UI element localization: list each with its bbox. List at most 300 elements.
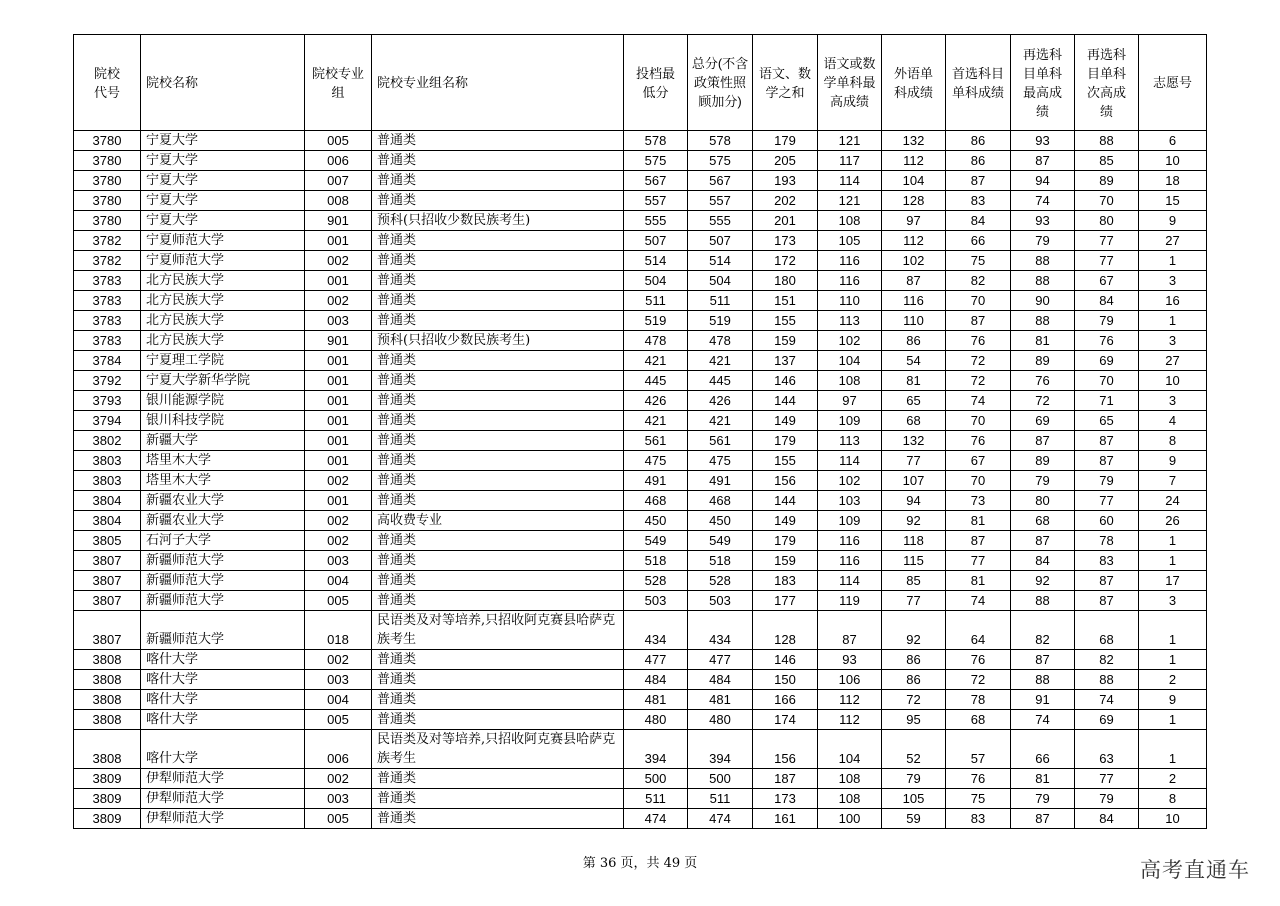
- cell-elective-second: 84: [1075, 809, 1139, 829]
- cell-total-score: 426: [688, 391, 753, 411]
- cell-school-name: 北方民族大学: [141, 291, 305, 311]
- cell-elective-max: 87: [1011, 650, 1075, 670]
- cell-foreign-language: 86: [882, 670, 946, 690]
- cell-chinese-math-max: 110: [818, 291, 882, 311]
- cell-school-name: 塔里木大学: [141, 471, 305, 491]
- table-row: [74, 291, 1207, 311]
- cell-elective-max: 87: [1011, 531, 1075, 551]
- cell-chinese-math-sum: 161: [753, 809, 818, 829]
- cell-min-score: 450: [624, 511, 688, 531]
- cell-preference-no: 1: [1139, 730, 1207, 769]
- cell-school-name: 新疆师范大学: [141, 591, 305, 611]
- cell-min-score: 519: [624, 311, 688, 331]
- cell-elective-max: 68: [1011, 511, 1075, 531]
- cell-group-code: 001: [305, 231, 372, 251]
- cell-elective-max: 89: [1011, 451, 1075, 471]
- cell-elective-max: 88: [1011, 591, 1075, 611]
- cell-school-name: 伊犁师范大学: [141, 789, 305, 809]
- cell-school-name: 塔里木大学: [141, 451, 305, 471]
- cell-total-score: 450: [688, 511, 753, 531]
- table-row: [74, 411, 1207, 431]
- cell-total-score: 503: [688, 591, 753, 611]
- cell-min-score: 557: [624, 191, 688, 211]
- cell-school-code: 3808: [74, 650, 141, 670]
- cell-group-code: 901: [305, 331, 372, 351]
- cell-chinese-math-max: 116: [818, 531, 882, 551]
- table-row: [74, 191, 1207, 211]
- cell-total-score: 477: [688, 650, 753, 670]
- cell-group-name: 普通类: [372, 471, 624, 491]
- cell-elective-max: 81: [1011, 331, 1075, 351]
- cell-min-score: 578: [624, 131, 688, 151]
- cell-total-score: 434: [688, 611, 753, 650]
- cell-preference-no: 27: [1139, 351, 1207, 371]
- table-row: [74, 131, 1207, 151]
- cell-group-code: 001: [305, 491, 372, 511]
- cell-preference-no: 3: [1139, 271, 1207, 291]
- cell-elective-max: 81: [1011, 769, 1075, 789]
- table-row: [74, 730, 1207, 769]
- cell-foreign-language: 52: [882, 730, 946, 769]
- cell-group-name: 预科(只招收少数民族考生): [372, 331, 624, 351]
- table-row: [74, 769, 1207, 789]
- cell-chinese-math-max: 114: [818, 451, 882, 471]
- cell-school-name: 新疆农业大学: [141, 511, 305, 531]
- cell-foreign-language: 92: [882, 511, 946, 531]
- cell-group-code: 003: [305, 789, 372, 809]
- cell-chinese-math-sum: 146: [753, 371, 818, 391]
- cell-chinese-math-sum: 173: [753, 231, 818, 251]
- header-preference-no: 志愿号: [1139, 35, 1207, 131]
- cell-first-subject: 66: [946, 231, 1011, 251]
- header-elective-second: 再选科目单科次高成绩: [1075, 35, 1139, 131]
- cell-elective-max: 76: [1011, 371, 1075, 391]
- cell-min-score: 426: [624, 391, 688, 411]
- cell-school-code: 3782: [74, 251, 141, 271]
- cell-min-score: 474: [624, 809, 688, 829]
- cell-elective-second: 80: [1075, 211, 1139, 231]
- cell-chinese-math-sum: 179: [753, 431, 818, 451]
- cell-total-score: 528: [688, 571, 753, 591]
- cell-min-score: 518: [624, 551, 688, 571]
- table-row: [74, 391, 1207, 411]
- cell-total-score: 480: [688, 710, 753, 730]
- cell-group-name: 普通类: [372, 809, 624, 829]
- cell-total-score: 507: [688, 231, 753, 251]
- cell-school-name: 新疆师范大学: [141, 551, 305, 571]
- cell-group-name: 普通类: [372, 531, 624, 551]
- cell-elective-max: 90: [1011, 291, 1075, 311]
- cell-preference-no: 15: [1139, 191, 1207, 211]
- cell-school-code: 3804: [74, 511, 141, 531]
- cell-elective-max: 87: [1011, 809, 1075, 829]
- cell-school-name: 北方民族大学: [141, 311, 305, 331]
- cell-chinese-math-max: 108: [818, 371, 882, 391]
- cell-first-subject: 76: [946, 331, 1011, 351]
- cell-foreign-language: 97: [882, 211, 946, 231]
- cell-foreign-language: 118: [882, 531, 946, 551]
- cell-elective-second: 63: [1075, 730, 1139, 769]
- cell-group-code: 018: [305, 611, 372, 650]
- cell-group-code: 007: [305, 171, 372, 191]
- cell-elective-max: 72: [1011, 391, 1075, 411]
- cell-min-score: 528: [624, 571, 688, 591]
- cell-first-subject: 70: [946, 471, 1011, 491]
- cell-elective-second: 76: [1075, 331, 1139, 351]
- cell-chinese-math-sum: 137: [753, 351, 818, 371]
- cell-group-name: 普通类: [372, 411, 624, 431]
- table-row: [74, 611, 1207, 650]
- cell-min-score: 503: [624, 591, 688, 611]
- cell-school-code: 3784: [74, 351, 141, 371]
- cell-chinese-math-max: 102: [818, 471, 882, 491]
- cell-school-name: 银川能源学院: [141, 391, 305, 411]
- cell-foreign-language: 104: [882, 171, 946, 191]
- cell-preference-no: 1: [1139, 611, 1207, 650]
- cell-first-subject: 81: [946, 571, 1011, 591]
- cell-elective-second: 67: [1075, 271, 1139, 291]
- header-total-score: 总分(不含政策性照顾加分): [688, 35, 753, 131]
- cell-foreign-language: 86: [882, 331, 946, 351]
- cell-total-score: 511: [688, 291, 753, 311]
- cell-chinese-math-max: 116: [818, 551, 882, 571]
- cell-min-score: 491: [624, 471, 688, 491]
- cell-chinese-math-sum: 144: [753, 491, 818, 511]
- cell-preference-no: 8: [1139, 789, 1207, 809]
- cell-school-code: 3780: [74, 211, 141, 231]
- cell-preference-no: 9: [1139, 690, 1207, 710]
- cell-school-code: 3783: [74, 311, 141, 331]
- cell-group-code: 005: [305, 710, 372, 730]
- cell-group-code: 002: [305, 769, 372, 789]
- cell-school-code: 3803: [74, 471, 141, 491]
- cell-elective-second: 65: [1075, 411, 1139, 431]
- cell-elective-max: 66: [1011, 730, 1075, 769]
- cell-chinese-math-sum: 151: [753, 291, 818, 311]
- cell-school-code: 3780: [74, 171, 141, 191]
- cell-elective-max: 69: [1011, 411, 1075, 431]
- cell-total-score: 519: [688, 311, 753, 331]
- cell-min-score: 421: [624, 411, 688, 431]
- watermark-text: 高考直通车: [1140, 858, 1250, 882]
- cell-min-score: 504: [624, 271, 688, 291]
- cell-min-score: 475: [624, 451, 688, 471]
- cell-school-name: 新疆农业大学: [141, 491, 305, 511]
- cell-total-score: 500: [688, 769, 753, 789]
- cell-total-score: 555: [688, 211, 753, 231]
- cell-elective-max: 88: [1011, 271, 1075, 291]
- cell-elective-second: 70: [1075, 371, 1139, 391]
- header-min-score: 投档最低分: [624, 35, 688, 131]
- cell-elective-max: 82: [1011, 611, 1075, 650]
- cell-foreign-language: 116: [882, 291, 946, 311]
- cell-chinese-math-sum: 149: [753, 411, 818, 431]
- cell-preference-no: 3: [1139, 391, 1207, 411]
- cell-elective-second: 71: [1075, 391, 1139, 411]
- cell-group-name: 普通类: [372, 271, 624, 291]
- cell-elective-second: 87: [1075, 571, 1139, 591]
- cell-group-name: 普通类: [372, 551, 624, 571]
- cell-school-code: 3807: [74, 551, 141, 571]
- cell-foreign-language: 65: [882, 391, 946, 411]
- table-row: [74, 571, 1207, 591]
- cell-min-score: 421: [624, 351, 688, 371]
- table-row: [74, 809, 1207, 829]
- cell-preference-no: 16: [1139, 291, 1207, 311]
- cell-chinese-math-sum: 156: [753, 730, 818, 769]
- cell-total-score: 504: [688, 271, 753, 291]
- cell-school-name: 新疆大学: [141, 431, 305, 451]
- cell-elective-max: 92: [1011, 571, 1075, 591]
- table-row: [74, 311, 1207, 331]
- cell-foreign-language: 95: [882, 710, 946, 730]
- cell-chinese-math-sum: 193: [753, 171, 818, 191]
- cell-chinese-math-sum: 205: [753, 151, 818, 171]
- cell-school-code: 3793: [74, 391, 141, 411]
- cell-total-score: 481: [688, 690, 753, 710]
- cell-foreign-language: 132: [882, 131, 946, 151]
- cell-school-name: 银川科技学院: [141, 411, 305, 431]
- cell-total-score: 549: [688, 531, 753, 551]
- cell-foreign-language: 128: [882, 191, 946, 211]
- cell-total-score: 468: [688, 491, 753, 511]
- cell-elective-max: 94: [1011, 171, 1075, 191]
- cell-chinese-math-sum: 177: [753, 591, 818, 611]
- cell-chinese-math-max: 93: [818, 650, 882, 670]
- cell-elective-second: 77: [1075, 251, 1139, 271]
- cell-first-subject: 72: [946, 670, 1011, 690]
- cell-group-name: 普通类: [372, 351, 624, 371]
- cell-chinese-math-sum: 187: [753, 769, 818, 789]
- cell-group-name: 预科(只招收少数民族考生): [372, 211, 624, 231]
- cell-elective-max: 74: [1011, 710, 1075, 730]
- cell-preference-no: 26: [1139, 511, 1207, 531]
- cell-min-score: 394: [624, 730, 688, 769]
- cell-school-name: 北方民族大学: [141, 271, 305, 291]
- cell-first-subject: 84: [946, 211, 1011, 231]
- cell-school-code: 3808: [74, 670, 141, 690]
- cell-group-name: 普通类: [372, 291, 624, 311]
- cell-elective-max: 87: [1011, 431, 1075, 451]
- cell-chinese-math-sum: 201: [753, 211, 818, 231]
- cell-school-name: 宁夏大学: [141, 151, 305, 171]
- cell-group-name: 普通类: [372, 371, 624, 391]
- cell-elective-second: 70: [1075, 191, 1139, 211]
- cell-chinese-math-max: 103: [818, 491, 882, 511]
- cell-group-code: 001: [305, 391, 372, 411]
- cell-chinese-math-max: 87: [818, 611, 882, 650]
- cell-school-code: 3809: [74, 809, 141, 829]
- cell-chinese-math-max: 112: [818, 690, 882, 710]
- cell-school-name: 宁夏大学: [141, 191, 305, 211]
- header-elective-max: 再选科目单科最高成绩: [1011, 35, 1075, 131]
- cell-group-code: 002: [305, 471, 372, 491]
- cell-preference-no: 7: [1139, 471, 1207, 491]
- cell-foreign-language: 77: [882, 591, 946, 611]
- cell-group-code: 901: [305, 211, 372, 231]
- cell-school-name: 宁夏大学: [141, 171, 305, 191]
- cell-elective-second: 84: [1075, 291, 1139, 311]
- cell-first-subject: 87: [946, 531, 1011, 551]
- cell-preference-no: 9: [1139, 451, 1207, 471]
- cell-min-score: 478: [624, 331, 688, 351]
- cell-elective-max: 79: [1011, 789, 1075, 809]
- cell-chinese-math-max: 104: [818, 351, 882, 371]
- cell-chinese-math-max: 119: [818, 591, 882, 611]
- cell-chinese-math-sum: 149: [753, 511, 818, 531]
- cell-chinese-math-sum: 166: [753, 690, 818, 710]
- cell-chinese-math-max: 113: [818, 431, 882, 451]
- cell-min-score: 445: [624, 371, 688, 391]
- table-row: [74, 670, 1207, 690]
- cell-first-subject: 83: [946, 191, 1011, 211]
- header-group-name: 院校专业组名称: [372, 35, 624, 131]
- cell-first-subject: 67: [946, 451, 1011, 471]
- table-row: [74, 351, 1207, 371]
- cell-chinese-math-max: 102: [818, 331, 882, 351]
- cell-total-score: 491: [688, 471, 753, 491]
- cell-foreign-language: 79: [882, 769, 946, 789]
- cell-elective-max: 88: [1011, 251, 1075, 271]
- cell-preference-no: 3: [1139, 591, 1207, 611]
- cell-chinese-math-max: 108: [818, 769, 882, 789]
- cell-chinese-math-sum: 150: [753, 670, 818, 690]
- cell-min-score: 480: [624, 710, 688, 730]
- cell-elective-second: 79: [1075, 471, 1139, 491]
- cell-min-score: 477: [624, 650, 688, 670]
- cell-school-code: 3803: [74, 451, 141, 471]
- cell-school-code: 3809: [74, 769, 141, 789]
- cell-school-code: 3783: [74, 271, 141, 291]
- cell-first-subject: 86: [946, 151, 1011, 171]
- cell-group-name: 普通类: [372, 431, 624, 451]
- cell-min-score: 549: [624, 531, 688, 551]
- cell-chinese-math-sum: 146: [753, 650, 818, 670]
- cell-first-subject: 74: [946, 391, 1011, 411]
- cell-first-subject: 74: [946, 591, 1011, 611]
- cell-total-score: 557: [688, 191, 753, 211]
- cell-total-score: 421: [688, 351, 753, 371]
- cell-chinese-math-max: 121: [818, 191, 882, 211]
- cell-group-name: 普通类: [372, 311, 624, 331]
- cell-preference-no: 1: [1139, 311, 1207, 331]
- cell-group-code: 002: [305, 291, 372, 311]
- cell-chinese-math-sum: 159: [753, 551, 818, 571]
- cell-group-name: 普通类: [372, 231, 624, 251]
- cell-school-code: 3807: [74, 571, 141, 591]
- table-row: [74, 231, 1207, 251]
- cell-group-code: 003: [305, 670, 372, 690]
- cell-first-subject: 75: [946, 251, 1011, 271]
- cell-group-name: 普通类: [372, 451, 624, 471]
- cell-chinese-math-sum: 172: [753, 251, 818, 271]
- cell-elective-max: 74: [1011, 191, 1075, 211]
- cell-school-code: 3804: [74, 491, 141, 511]
- cell-preference-no: 6: [1139, 131, 1207, 151]
- cell-chinese-math-sum: 179: [753, 531, 818, 551]
- header-chinese-math-max: 语文或数学单科最高成绩: [818, 35, 882, 131]
- table-row: [74, 151, 1207, 171]
- cell-foreign-language: 59: [882, 809, 946, 829]
- admission-score-table: [73, 34, 1207, 829]
- cell-elective-second: 60: [1075, 511, 1139, 531]
- cell-foreign-language: 77: [882, 451, 946, 471]
- cell-group-name: 普通类: [372, 171, 624, 191]
- cell-elective-max: 93: [1011, 131, 1075, 151]
- cell-preference-no: 27: [1139, 231, 1207, 251]
- cell-first-subject: 82: [946, 271, 1011, 291]
- cell-first-subject: 87: [946, 311, 1011, 331]
- cell-total-score: 518: [688, 551, 753, 571]
- cell-school-name: 喀什大学: [141, 710, 305, 730]
- cell-school-name: 新疆师范大学: [141, 571, 305, 591]
- header-group: 院校专业组: [305, 35, 372, 131]
- cell-chinese-math-sum: 155: [753, 451, 818, 471]
- cell-group-code: 001: [305, 451, 372, 471]
- cell-school-code: 3808: [74, 690, 141, 710]
- cell-elective-second: 89: [1075, 171, 1139, 191]
- cell-school-name: 伊犁师范大学: [141, 809, 305, 829]
- cell-school-code: 3807: [74, 611, 141, 650]
- table-body: [74, 131, 1207, 829]
- cell-foreign-language: 105: [882, 789, 946, 809]
- cell-elective-max: 93: [1011, 211, 1075, 231]
- cell-chinese-math-sum: 155: [753, 311, 818, 331]
- cell-group-code: 004: [305, 571, 372, 591]
- cell-elective-second: 79: [1075, 311, 1139, 331]
- cell-elective-second: 83: [1075, 551, 1139, 571]
- cell-group-code: 008: [305, 191, 372, 211]
- cell-school-code: 3783: [74, 291, 141, 311]
- cell-first-subject: 75: [946, 789, 1011, 809]
- cell-chinese-math-max: 113: [818, 311, 882, 331]
- cell-school-name: 喀什大学: [141, 730, 305, 769]
- table-row: [74, 551, 1207, 571]
- cell-preference-no: 3: [1139, 331, 1207, 351]
- cell-min-score: 481: [624, 690, 688, 710]
- cell-chinese-math-sum: 128: [753, 611, 818, 650]
- cell-first-subject: 77: [946, 551, 1011, 571]
- cell-group-code: 003: [305, 551, 372, 571]
- cell-school-code: 3780: [74, 151, 141, 171]
- cell-preference-no: 10: [1139, 151, 1207, 171]
- cell-total-score: 575: [688, 151, 753, 171]
- cell-chinese-math-sum: 180: [753, 271, 818, 291]
- cell-total-score: 394: [688, 730, 753, 769]
- cell-foreign-language: 86: [882, 650, 946, 670]
- header-code: 院校代号: [74, 35, 141, 131]
- cell-group-name: 普通类: [372, 251, 624, 271]
- table-row: [74, 591, 1207, 611]
- cell-chinese-math-sum: 144: [753, 391, 818, 411]
- cell-chinese-math-sum: 183: [753, 571, 818, 591]
- cell-total-score: 514: [688, 251, 753, 271]
- cell-elective-max: 80: [1011, 491, 1075, 511]
- cell-group-code: 002: [305, 511, 372, 531]
- cell-school-code: 3809: [74, 789, 141, 809]
- cell-chinese-math-max: 105: [818, 231, 882, 251]
- cell-foreign-language: 68: [882, 411, 946, 431]
- cell-foreign-language: 92: [882, 611, 946, 650]
- table-row: [74, 371, 1207, 391]
- cell-chinese-math-max: 114: [818, 171, 882, 191]
- cell-school-name: 北方民族大学: [141, 331, 305, 351]
- cell-group-name: 普通类: [372, 151, 624, 171]
- cell-elective-max: 88: [1011, 670, 1075, 690]
- cell-group-name: 普通类: [372, 571, 624, 591]
- cell-school-name: 喀什大学: [141, 650, 305, 670]
- cell-school-code: 3807: [74, 591, 141, 611]
